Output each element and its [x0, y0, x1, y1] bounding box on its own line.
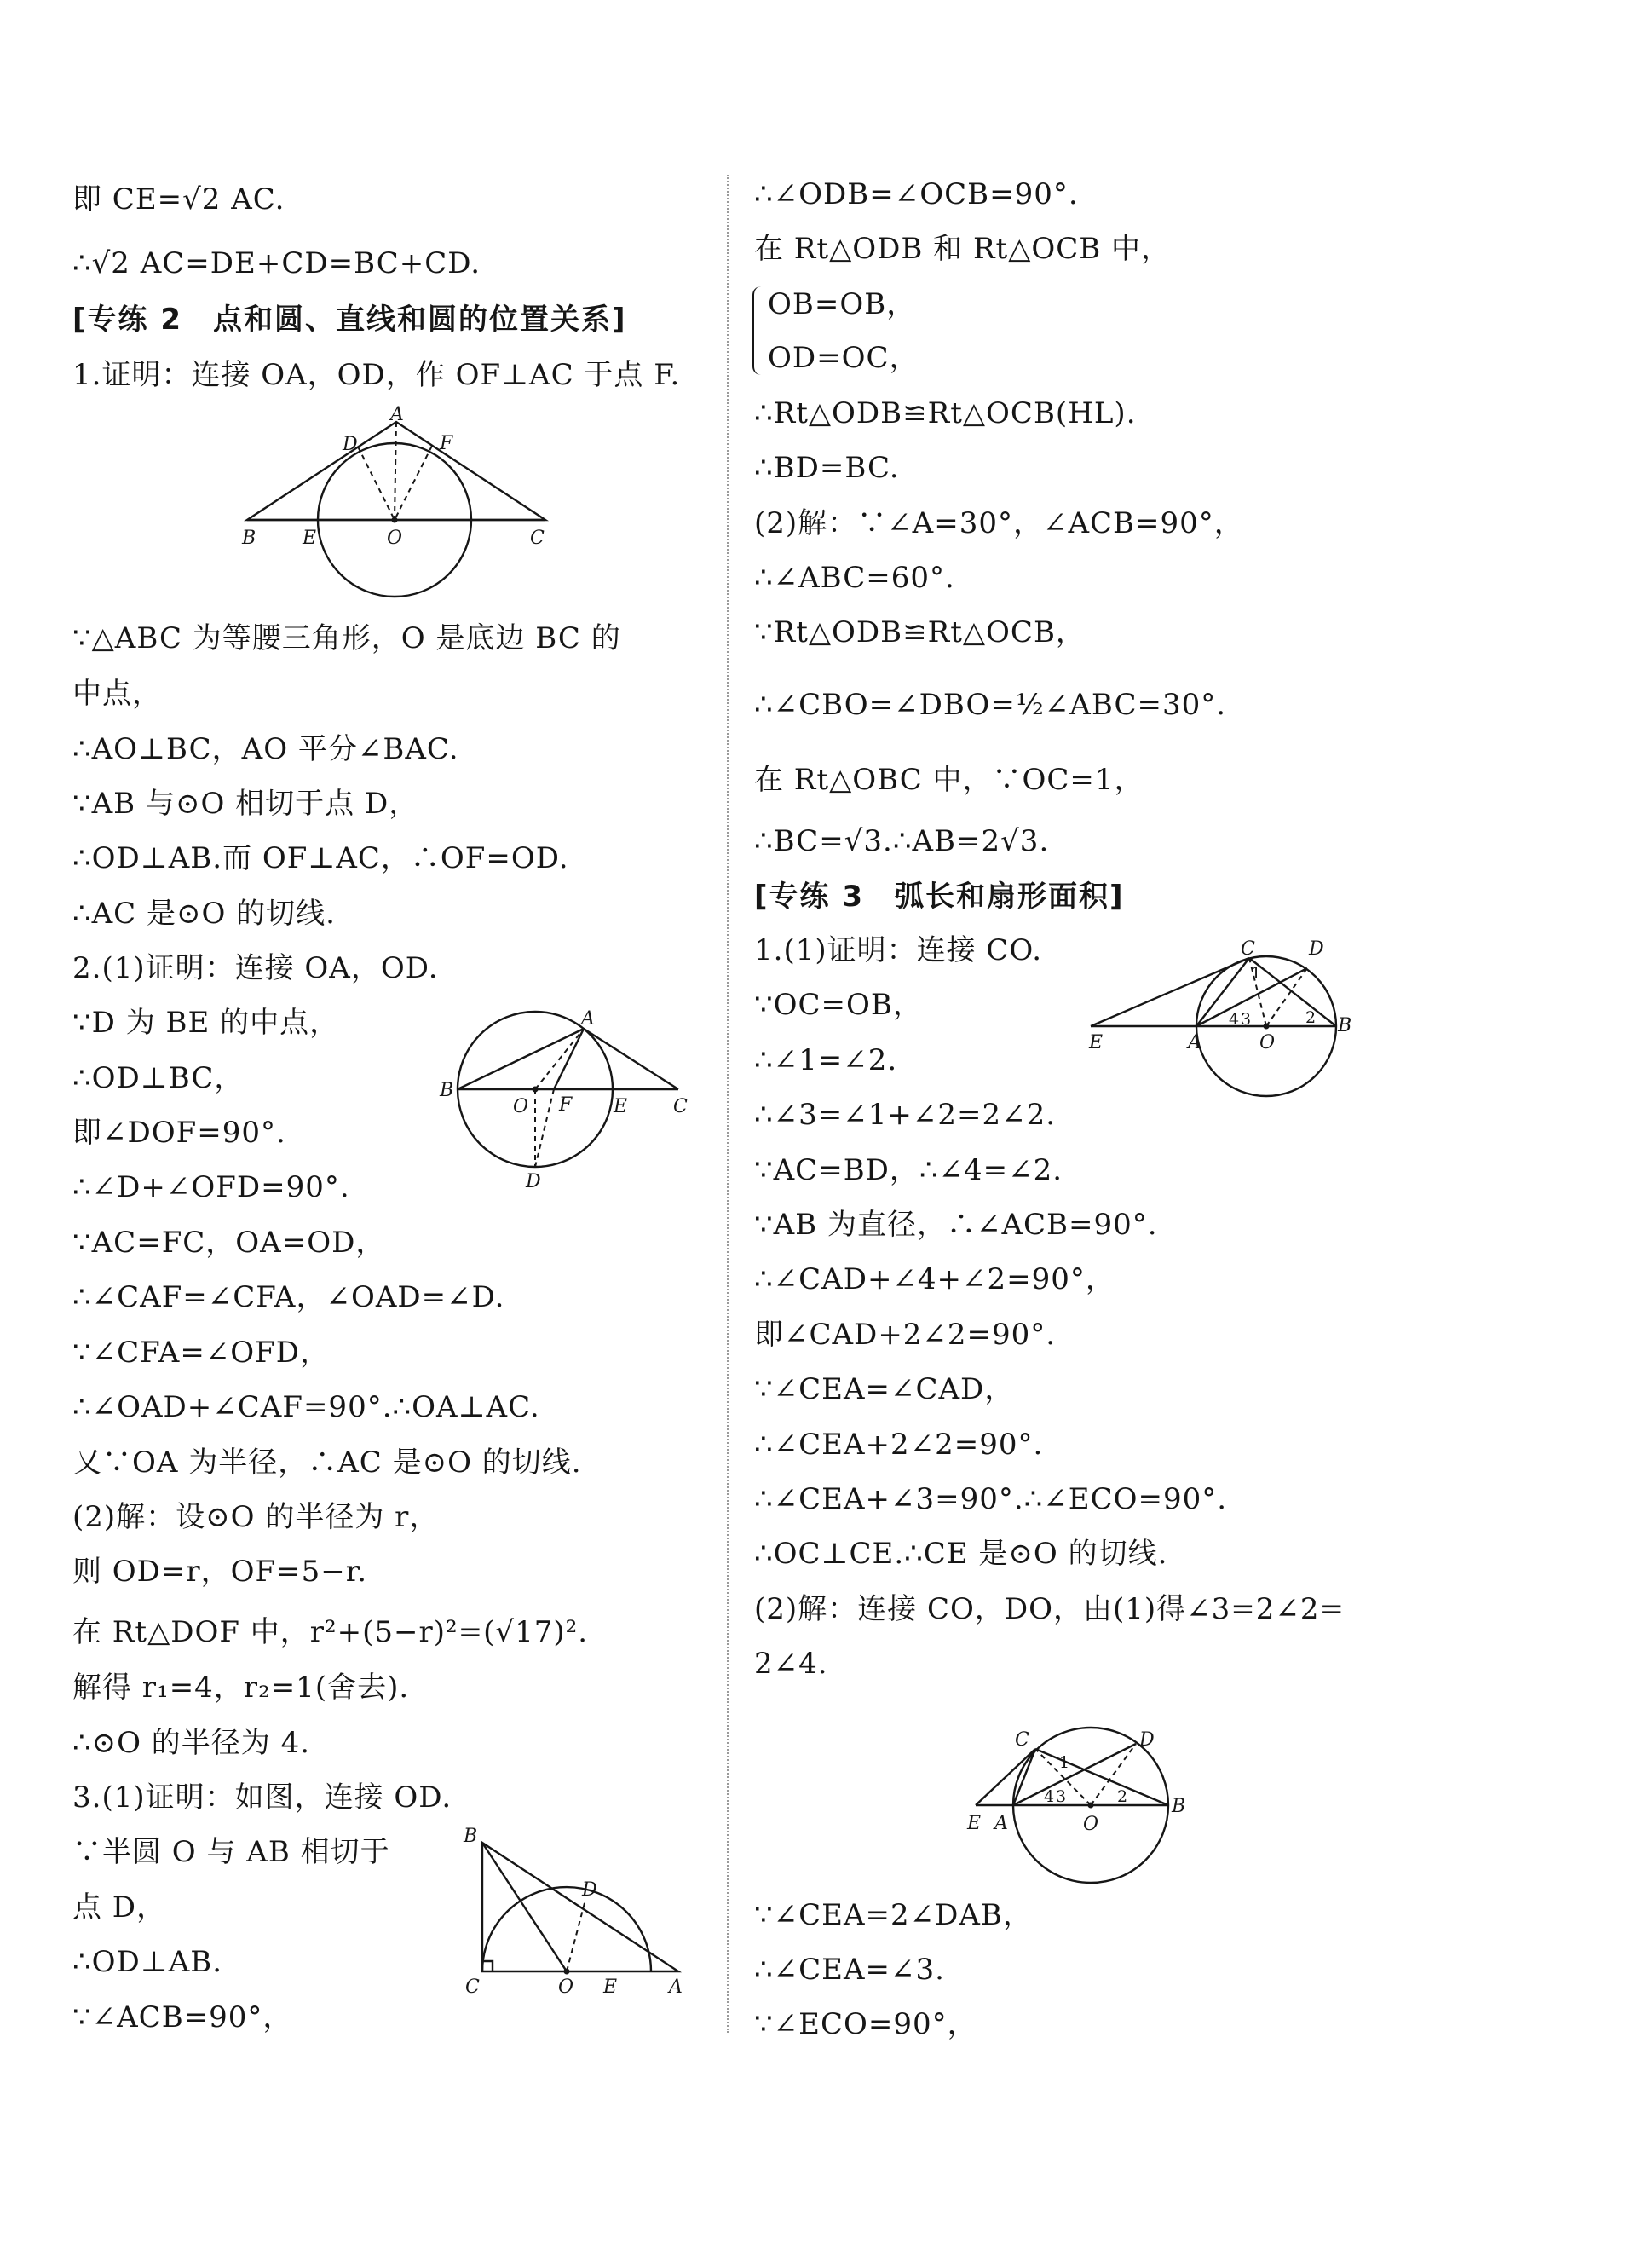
text-line: ∴AC 是⊙O 的切线. [72, 897, 336, 931]
label-angle-4: 4 [1044, 1787, 1055, 1806]
label-b: B [242, 528, 256, 549]
label-o: O [558, 1977, 574, 1998]
label-d: D [1309, 938, 1324, 960]
text-line: ∵OC=OB， [754, 988, 923, 1022]
text-line: ∵∠ACB=90°， [72, 2000, 293, 2034]
label-c: C [1015, 1729, 1029, 1751]
label-c: C [1241, 938, 1255, 960]
column-divider [727, 175, 729, 2033]
text-line: 即∠DOF=90°. [72, 1116, 286, 1150]
label-a: A [994, 1813, 1008, 1834]
system-brace [752, 286, 763, 375]
text-line: ∴∠CEA+2∠2=90°. [754, 1428, 1044, 1462]
text-line: ∴∠CEA+∠3=90°.∴∠ECO=90°. [754, 1482, 1228, 1516]
text-line: ∴√2 AC=DE+CD=BC+CD. [72, 246, 481, 280]
label-c: C [465, 1977, 480, 1998]
text-line: ∴BD=BC. [754, 451, 900, 485]
text-line: 解得 r₁=4，r₂=1(舍去). [72, 1671, 410, 1705]
text-line: 则 OD=r，OF=5−r. [72, 1555, 368, 1589]
text-line: OB=OB， [768, 287, 917, 321]
text-line: ∵∠CEA=2∠DAB， [754, 1898, 1033, 1932]
text-line: ∴∠CEA=∠3. [754, 1953, 945, 1987]
text-line: ∵∠CEA=∠CAD， [754, 1372, 1015, 1406]
text-line: ∵Rt△ODB≌Rt△OCB， [754, 615, 1086, 649]
section-header: [专练 2 点和圆、直线和圆的位置关系] [72, 303, 627, 337]
label-a: A [1188, 1032, 1201, 1053]
text-line: ∵∠ECO=90°， [754, 2007, 977, 2041]
label-e: E [1089, 1032, 1104, 1053]
text-line: 点 D， [72, 1890, 167, 1925]
text-line: ∵∠CFA=∠OFD， [72, 1336, 331, 1370]
label-b: B [1172, 1796, 1186, 1817]
label-angle-2: 2 [1305, 1008, 1317, 1027]
text-line: 即 CE=√2 AC. [72, 182, 285, 216]
text-line: (2)解：∵∠A=30°，∠ACB=90°， [754, 506, 1244, 540]
label-b: B [464, 1826, 478, 1847]
text-line: 在 Rt△OBC 中，∵OC=1， [754, 763, 1144, 797]
label-angle-1: 1 [1059, 1753, 1070, 1772]
text-line: ∴∠CAD+∠4+∠2=90°， [754, 1262, 1115, 1296]
text-line: ∴OC⊥CE.∴CE 是⊙O 的切线. [754, 1537, 1168, 1571]
label-a: A [390, 404, 404, 425]
label-o: O [387, 528, 403, 549]
text-line: 3.(1)证明：如图，连接 OD. [72, 1780, 452, 1815]
text-line: (2)解：连接 CO，DO，由(1)得∠3=2∠2= [754, 1592, 1346, 1626]
figure-5-arc-length [959, 1713, 1214, 1884]
label-a: A [581, 1008, 595, 1030]
label-a: A [669, 1977, 683, 1998]
text-line: 在 Rt△DOF 中，r²+(5−r)²=(√17)². [72, 1615, 589, 1649]
text-line: (2)解：设⊙O 的半径为 r， [72, 1500, 440, 1534]
text-line: ∴∠3=∠1+∠2=2∠2. [754, 1098, 1057, 1132]
label-e: E [967, 1813, 982, 1834]
label-c: C [530, 528, 545, 549]
text-line: ∴∠CBO=∠DBO=½∠ABC=30°. [754, 688, 1227, 722]
label-f: F [440, 433, 453, 454]
text-line: ∵△ABC 为等腰三角形，O 是底边 BC 的 [72, 621, 621, 655]
text-line: ∴BC=√3.∴AB=2√3. [754, 824, 1050, 858]
text-line: 即∠CAD+2∠2=90°. [754, 1318, 1057, 1352]
label-angle-2: 2 [1117, 1787, 1128, 1806]
label-d: D [343, 434, 358, 455]
label-e: E [603, 1977, 618, 1998]
text-line: ∴OD⊥AB.而 OF⊥AC，∴OF=OD. [72, 841, 569, 875]
label-angle-3: 3 [1056, 1787, 1067, 1806]
label-e: E [614, 1096, 628, 1117]
figure-2-tangent-ac [435, 1001, 699, 1193]
text-line: ∴∠1=∠2. [754, 1043, 898, 1077]
text-line: ∴OD⊥BC， [72, 1061, 245, 1095]
label-b: B [1338, 1015, 1352, 1036]
text-line: ∵AC=BD，∴∠4=∠2. [754, 1153, 1063, 1187]
label-d: D [1139, 1729, 1155, 1751]
label-b: B [440, 1080, 454, 1101]
text-line: 中点， [72, 677, 162, 711]
text-line: ∴∠D+∠OFD=90°. [72, 1170, 350, 1204]
text-line: ∴Rt△ODB≌Rt△OCB(HL). [754, 396, 1137, 430]
text-line: 2.(1)证明：连接 OA，OD. [72, 951, 439, 985]
label-angle-1: 1 [1251, 964, 1262, 983]
label-angle-3: 3 [1241, 1010, 1252, 1029]
text-line: ∴⊙O 的半径为 4. [72, 1726, 311, 1760]
text-line: ∵AB 与⊙O 相切于点 D， [72, 787, 419, 821]
label-d: D [526, 1171, 541, 1192]
label-c: C [673, 1096, 688, 1117]
text-line: ∴AO⊥BC，AO 平分∠BAC. [72, 732, 459, 766]
text-line: 又∵OA 为半径，∴AC 是⊙O 的切线. [72, 1446, 582, 1480]
text-line: ∵AC=FC，OA=OD， [72, 1226, 386, 1260]
figure-3-semicircle [460, 1824, 699, 1998]
text-line: ∴OD⊥AB. [72, 1945, 223, 1979]
section-header: [专练 3 弧长和扇形面积] [754, 880, 1125, 914]
text-line: 2∠4. [754, 1647, 828, 1681]
text-line: ∵AB 为直径，∴∠ACB=90°. [754, 1208, 1158, 1242]
text-line: ∴∠ABC=60°. [754, 561, 955, 595]
text-line: OD=OC， [768, 341, 919, 375]
text-line: 1.(1)证明：连接 CO. [754, 933, 1043, 967]
label-e: E [303, 528, 317, 549]
text-line: 1.证明：连接 OA，OD，作 OF⊥AC 于点 F. [72, 358, 681, 392]
text-line: ∴∠CAF=∠CFA，∠OAD=∠D. [72, 1280, 505, 1314]
figure-1-isosceles-tangent [239, 404, 562, 605]
label-o: O [1083, 1814, 1099, 1835]
semicircle-o [482, 1887, 651, 1971]
label-o: O [1259, 1032, 1276, 1053]
label-f: F [559, 1094, 573, 1116]
text-line: ∵半圆 O 与 AB 相切于 [72, 1835, 390, 1869]
label-o: O [513, 1096, 529, 1117]
figure-4-arc-length [1082, 938, 1372, 1099]
text-line: ∵D 为 BE 的中点， [72, 1006, 340, 1040]
label-d: D [582, 1879, 597, 1901]
text-line: ∴∠OAD+∠CAF=90°.∴OA⊥AC. [72, 1390, 540, 1424]
text-line: 在 Rt△ODB 和 Rt△OCB 中， [754, 232, 1172, 266]
text-line: ∴∠ODB=∠OCB=90°. [754, 177, 1079, 211]
label-angle-4: 4 [1229, 1010, 1240, 1029]
